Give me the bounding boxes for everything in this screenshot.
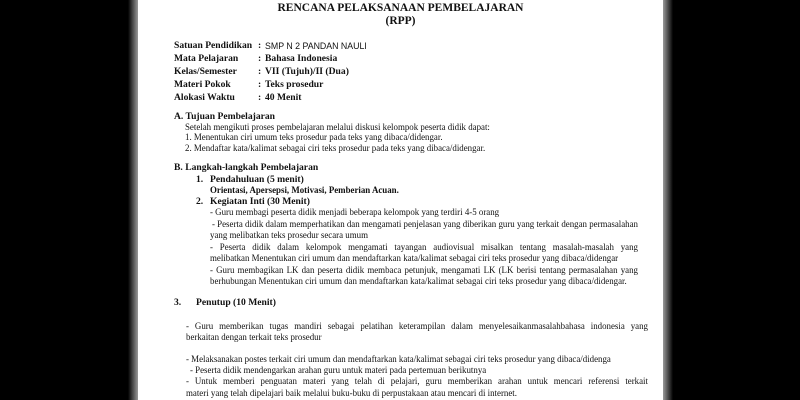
section-heading: B. Langkah-langkah Pembelajaran [174,162,319,173]
page-shadow-left [128,0,138,400]
document-subtitle: (RPP) [385,15,416,27]
activity-line: melibatkan Menentukan ciri umum dan mendaftarkan kata/kalimat sebagai ciri teks prosedur yang dibaca/didengar [210,253,619,263]
closing-line: - Melaksanakan postes terkait ciri umum dan mendaftarkan kata/kalimat sebagai ciri teks prosedur yang dibaca/didenga [186,354,611,364]
identity-colon: : [258,66,262,77]
document-page [138,0,663,400]
closing-line: materi yang telah dipelajari baik melalui buku-buku di perpustakaan atau mencari di internet. [186,388,517,398]
closing-line: - Guru memberikan tugas mandiri sebagai pelatihan keterampilan dalam menyelesaikanmasalahbahasa indonesia yang [186,321,648,331]
subsection-title: Penutup (10 Menit) [196,297,276,308]
paragraph: Setelah mengikuti proses pembelajaran melalui diskusi kelompok peserta didik dapat: [185,122,490,132]
page-shadow-right [663,0,673,400]
identity-colon: : [258,79,262,90]
subsection-title: Pendahuluan (5 menit) [210,174,304,185]
section-heading: A. Tujuan Pembelajaran [174,111,276,122]
document-title: RENCANA PELAKSANAAN PEMBELAJARAN [277,2,524,14]
identity-label: Alokasi Waktu [174,92,235,103]
identity-label: Materi Pokok [174,79,231,90]
closing-line: - Peserta didik mendengarkan arahan guru untuk materi pada pertemuan berikutnya [190,365,487,375]
identity-value: Teks prosedur [265,79,324,90]
subsection-title: Kegiatan Inti (30 Menit) [210,196,310,207]
closing-line: berkaitan dengan terkait teks prosedur [186,332,322,342]
identity-colon: : [258,40,262,51]
activity-line: yang melibatkan teks prosedur secara umum [210,230,368,240]
identity-value-school: SMP N 2 PANDAN NAULI [265,41,367,51]
activity-line: - Guru membagikan LK dan peserta didik membaca petunjuk, mengamati LK (LK berisi tentang permasalahan yang [210,265,638,275]
activity-line: - Peserta didik dalam kelompok mengamati tayangan audiovisual misalkan tentang masalah-masalah yang [210,242,638,252]
identity-value: 40 Menit [265,92,302,103]
identity-colon: : [258,92,262,103]
subsection-number: 3. [174,297,182,308]
identity-label: Mata Pelajaran [174,53,239,64]
activity-line: - Peserta didik dalam memperhatikan dan mengamati penjelasan yang diberikan guru yang terkait dengan permasalahan [212,219,638,229]
subsection-number: 1. [196,174,204,185]
list-item: 1. Menentukan ciri umum teks prosedur pada teks yang dibaca/didengar. [185,132,443,142]
list-item: 2. Mendaftar kata/kalimat sebagai ciri teks prosedur pada teks yang dibaca/didengar. [185,143,486,153]
identity-label: Satuan Pendidikan [174,40,253,51]
subsection-detail: Orientasi, Apersepsi, Motivasi, Pemberian Acuan. [210,185,399,195]
identity-colon: : [258,53,262,64]
identity-value: VII (Tujuh)/II (Dua) [265,66,349,77]
closing-line: - Untuk memberi penguatan materi yang telah di pelajari, guru memberikan arahan untuk mencari referensi terkait [186,376,648,386]
identity-value: Bahasa Indonesia [265,53,338,64]
subsection-number: 2. [196,196,204,207]
activity-line: - Guru membagi peserta didik menjadi beberapa kelompok yang terdiri 4-5 orang [210,207,500,217]
identity-label: Kelas/Semester [174,66,237,77]
activity-line: berhubungan Menentukan ciri umum dan mendaftarkan kata/kalimat sebagai ciri teks prosedur yang dibaca/didengar. [210,276,627,286]
